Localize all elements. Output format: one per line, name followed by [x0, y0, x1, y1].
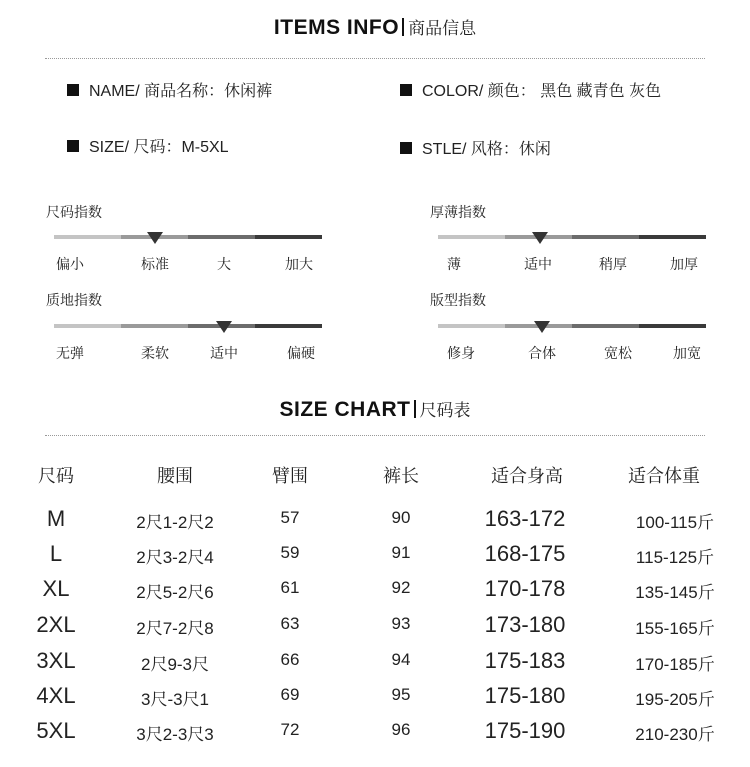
table-cell-size: 3XL [36, 648, 76, 673]
table-cell-length: 93 [391, 614, 411, 633]
items-info-title [0, 14, 750, 40]
thickness-index-label: 厚薄指数 [430, 204, 486, 220]
info-size [67, 134, 229, 157]
dotted-divider [45, 58, 705, 59]
info-color [400, 78, 661, 101]
table-cell-length: 90 [391, 508, 411, 527]
table-cell-weight: 155-165斤 [635, 619, 715, 638]
table-cell-height: 170-178 [484, 576, 566, 601]
fit-index-tick: 合体 [528, 345, 556, 361]
info-color-text: COLOR/ 颜色： 黑色 藏青色 灰色 [422, 83, 662, 100]
table-cell-arm: 66 [280, 650, 300, 669]
table-cell-length: 96 [391, 720, 411, 739]
texture-index-label: 质地指数 [46, 292, 102, 308]
table-cell-arm: 72 [280, 720, 300, 739]
table-cell-waist: 2尺9-3尺 [140, 655, 210, 674]
fit-index-tick: 加宽 [673, 345, 701, 361]
fit-index-label: 版型指数 [430, 292, 486, 308]
table-cell-size: 2XL [36, 612, 76, 637]
table-cell-arm: 61 [280, 578, 300, 597]
table-header: 臂围 [272, 466, 308, 486]
thickness-index-tick: 适中 [524, 256, 552, 272]
table-header: 腰围 [157, 466, 193, 486]
table-cell-waist: 2尺3-2尺4 [136, 548, 214, 567]
table-cell-waist: 2尺5-2尺6 [136, 583, 214, 602]
square-bullet-icon [67, 140, 79, 152]
table-cell-arm: 57 [280, 508, 300, 527]
size-index-label: 尺码指数 [46, 204, 102, 220]
table-cell-waist: 3尺2-3尺3 [136, 725, 214, 744]
table-cell-weight: 210-230斤 [635, 725, 715, 744]
table-cell-size: L [49, 541, 63, 566]
texture-index-tick: 柔软 [141, 345, 169, 361]
size-index-tick: 大 [217, 256, 231, 272]
info-style [400, 136, 551, 159]
table-cell-weight: 100-115斤 [635, 513, 715, 532]
table-cell-weight: 115-125斤 [635, 548, 715, 567]
table-cell-length: 91 [391, 543, 411, 562]
thickness-index-tick: 加厚 [670, 256, 698, 272]
table-cell-length: 95 [391, 685, 411, 704]
items-info-title-en: ITEMS INFO [273, 16, 400, 39]
dotted-divider [45, 435, 705, 436]
table-cell-arm: 59 [280, 543, 300, 562]
info-style-text: STLE/ 风格：休闲 [422, 141, 551, 158]
size-chart-title-cn: 尺码表 [419, 401, 471, 420]
fit-index-tick: 修身 [447, 345, 475, 361]
table-cell-size: M [46, 506, 66, 531]
thickness-index-scale [438, 235, 706, 239]
table-cell-height: 173-180 [484, 612, 566, 637]
title-divider [414, 400, 416, 418]
fit-index-tick: 宽松 [604, 345, 632, 361]
table-cell-height: 168-175 [484, 541, 566, 566]
table-header: 尺码 [38, 466, 74, 486]
size-index-tick: 标准 [141, 256, 169, 272]
table-header: 适合身高 [491, 466, 563, 486]
table-cell-size: XL [42, 576, 70, 601]
size-index-tick: 偏小 [56, 256, 84, 272]
size-index-marker-icon [147, 232, 163, 244]
items-info-title-cn: 商品信息 [408, 19, 477, 38]
thickness-index-marker-icon [532, 232, 548, 244]
table-cell-arm: 63 [280, 614, 300, 633]
fit-index-marker-icon [534, 321, 550, 333]
square-bullet-icon [67, 84, 79, 96]
info-name-text: NAME/ 商品名称：休闲裤 [89, 83, 273, 100]
table-cell-height: 175-190 [484, 718, 566, 743]
table-cell-height: 175-183 [484, 648, 566, 673]
table-header: 适合体重 [628, 466, 700, 486]
table-cell-length: 94 [391, 650, 411, 669]
texture-index-tick: 适中 [210, 345, 238, 361]
texture-index-tick: 偏硬 [287, 345, 315, 361]
title-divider [402, 18, 404, 36]
size-index-scale [54, 235, 322, 239]
table-cell-size: 5XL [36, 718, 76, 743]
size-chart-title [0, 396, 750, 422]
square-bullet-icon [400, 142, 412, 154]
table-header: 裤长 [383, 466, 419, 486]
table-cell-waist: 3尺-3尺1 [140, 690, 210, 709]
table-cell-weight: 170-185斤 [635, 655, 715, 674]
info-name [67, 78, 272, 101]
table-cell-waist: 2尺1-2尺2 [136, 513, 214, 532]
table-cell-weight: 135-145斤 [635, 583, 715, 602]
thickness-index-tick: 薄 [447, 256, 461, 272]
table-cell-weight: 195-205斤 [635, 690, 715, 709]
texture-index-tick: 无弹 [56, 345, 84, 361]
thickness-index-tick: 稍厚 [599, 256, 627, 272]
size-index-tick: 加大 [285, 256, 313, 272]
fit-index-scale [438, 324, 706, 328]
info-size-text: SIZE/ 尺码：M-5XL [89, 139, 229, 156]
table-cell-height: 163-172 [484, 506, 566, 531]
table-cell-waist: 2尺7-2尺8 [136, 619, 214, 638]
table-cell-size: 4XL [36, 683, 76, 708]
square-bullet-icon [400, 84, 412, 96]
table-cell-height: 175-180 [484, 683, 566, 708]
texture-index-scale [54, 324, 322, 328]
texture-index-marker-icon [216, 321, 232, 333]
table-cell-arm: 69 [280, 685, 300, 704]
table-cell-length: 92 [391, 578, 411, 597]
size-chart-title-en: SIZE CHART [279, 398, 411, 421]
